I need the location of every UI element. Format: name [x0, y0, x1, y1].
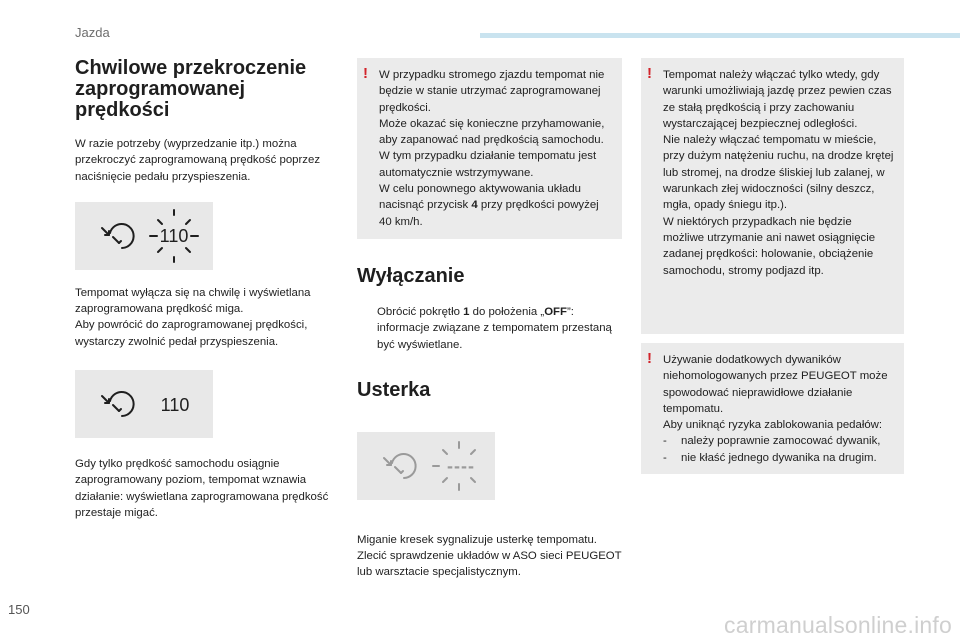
bullet-arrow-icon — [357, 304, 377, 353]
column-off-fault — [357, 58, 622, 581]
warning-reactivate-text: W celu ponownego aktywowania układu nacisnąć przycisk — [379, 183, 581, 212]
watermark: carmanualsonline.info — [724, 612, 952, 638]
speedometer-flashing-icon — [75, 202, 213, 270]
warning-icon: ! — [363, 65, 368, 82]
knob-number: 1 — [463, 305, 470, 318]
override-resume-text: Gdy tylko prędkość samochodu osiągnie zaprogramowany poziom, tempomat wznawia działanie: wyświetlana zaprogramowana prędkość przestaje migać. — [75, 458, 329, 519]
off-text-end: ”: informacje związane z tempomatem przestaną być wyświetlane. — [377, 305, 612, 351]
section-title-fault: Usterka — [357, 378, 431, 401]
list-dash: - — [663, 451, 667, 464]
list-item-text: nie kłaść jednego dywanika na drugim. — [681, 451, 877, 464]
button-number: 4 — [471, 199, 478, 212]
fault-text: Miganie kresek sygnalizuje usterkę tempomatu. Zlecić sprawdzenie układów w ASO sieci PEUGEOT lub warsztacie specjalistycznym. — [357, 533, 622, 579]
column-cruise-override — [75, 58, 340, 521]
page-number: 150 — [8, 602, 30, 617]
speedometer-fault-icon — [357, 432, 495, 500]
illustration-speed-flashing — [75, 202, 213, 270]
warning-icon: ! — [647, 65, 652, 82]
section-title-off: Wyłączanie — [357, 264, 465, 287]
section-label: Jazda — [75, 25, 110, 40]
warning-box-usage — [641, 58, 904, 334]
warning-box-downhill — [357, 58, 622, 239]
off-text-mid: do położenia „ — [469, 305, 545, 318]
list-item — [663, 433, 894, 449]
warning-icon: ! — [647, 350, 652, 367]
column-warnings — [641, 58, 904, 474]
warning-usage-text: Tempomat należy włączać tylko wtedy, gdy warunki umożliwiają jazdę przez pewien czas ze stałą prędkością i przy zachowaniu wystarczającej bezpiecznej odległości. Nie należy włączać tempomatu w mieście, przy dużym natężeniu ruchu, na drodze krętej lub stromej, na drodze śliskiej lub zalanej, w warunkach złej widoczności (silny deszcz, mgła, opady śniegu itp.). W niektórych przypadkach nie będzie możliwe utrzymanie ani nawet osiągnięcie zadanej prędkości: holowanie, obciążenie samochodu, stromy podjazd itp. — [663, 69, 894, 277]
list-item-text: należy poprawnie zamocować dywanik, — [681, 435, 881, 448]
off-position-label: OFF — [544, 305, 567, 318]
section-title-override: Chwilowe przekroczenie zaprogramowanej prędkości — [75, 57, 307, 121]
override-intro-text: W razie potrzeby (wyprzedzanie itp.) można przekroczyć zaprogramowaną prędkość poprzez naciśnięcie pedału przyspieszenia. — [75, 138, 321, 183]
off-text-start: Obrócić pokrętło — [377, 305, 464, 318]
header-accent-bar — [480, 33, 960, 38]
warning-downhill-text: W przypadku stromego zjazdu tempomat nie będzie w stanie utrzymać zaprogramowanej prędkości. Może okazać się konieczne przyhamowanie, aby zapanować nad prędkością samochodu. W tym przypadku działanie tempomatu jest automatycznie wstrzymywane. — [379, 69, 605, 179]
warning-reactivate-speed: przy prędkości powyżej 40 km/h. — [379, 199, 599, 228]
warning-box-floor-mats — [641, 343, 904, 474]
warning-mats-text: Używanie dodatkowych dywaników niehomologowanych przez PEUGEOT może spowodować nieprawidłowe działanie tempomatu. Aby uniknąć ryzyka zablokowania pedałów: — [663, 354, 888, 432]
speedometer-steady-icon — [75, 370, 213, 438]
illus2-speed-value: 110 — [160, 395, 190, 416]
off-instruction — [357, 304, 622, 353]
illustration-speed-steady — [75, 370, 213, 438]
override-flash-text: Tempomat wyłącza się na chwilę i wyświetlana zaprogramowana prędkość miga. Aby powrócić do zaprogramowanej prędkości, wystarczy zwolnić pedał przyspieszenia. — [75, 286, 311, 348]
illustration-fault-display — [357, 432, 495, 500]
list-item — [663, 450, 894, 466]
list-dash: - — [663, 435, 667, 448]
fault-dashes: ---- — [447, 455, 475, 476]
illus1-speed-value: 110 — [159, 225, 189, 246]
